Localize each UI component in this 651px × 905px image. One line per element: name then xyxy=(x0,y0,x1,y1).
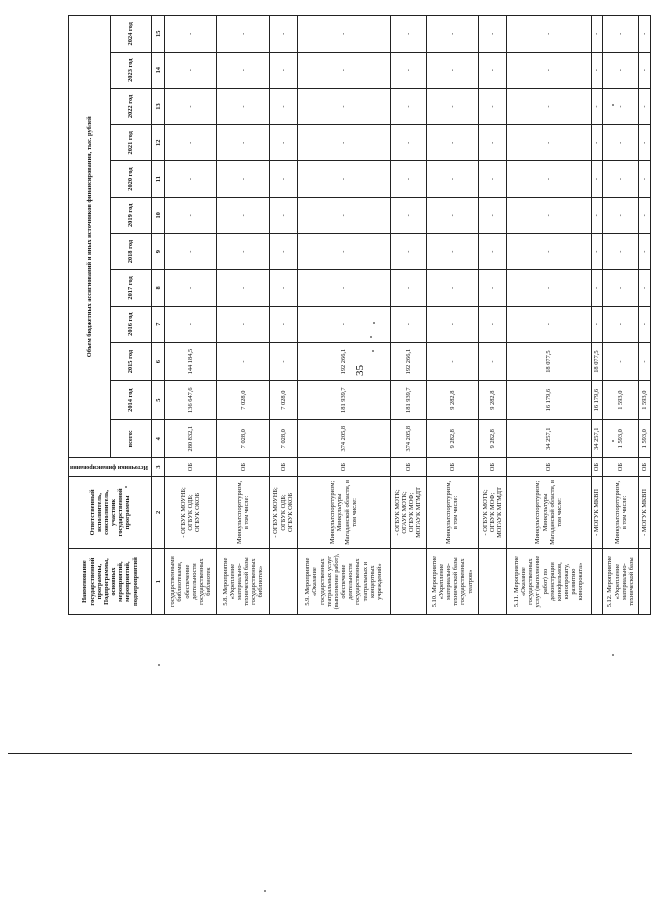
column-index-cell: 12 xyxy=(152,125,165,161)
year-value-cell: - xyxy=(297,125,390,161)
year-value-cell: - xyxy=(390,233,426,269)
year-value-cell: - xyxy=(478,16,506,53)
column-index-cell: 15 xyxy=(152,16,165,53)
scan-speck xyxy=(158,664,160,666)
year-value-cell: - xyxy=(603,16,639,53)
table-row xyxy=(591,16,603,615)
header-funding-source xyxy=(69,458,152,476)
year-value-cell: - xyxy=(506,270,591,306)
horizontal-rule xyxy=(8,753,632,754)
table-row xyxy=(217,16,269,615)
executor-line: ОГАУК МОТК; xyxy=(400,491,408,534)
year-value-cell: - xyxy=(639,306,651,342)
year-value-cell: - xyxy=(297,16,390,53)
program-name-cell xyxy=(591,549,603,615)
year-value-cell: - xyxy=(269,197,297,233)
year-value-cell: - xyxy=(506,125,591,161)
year-value-cell: - xyxy=(478,125,506,161)
column-index-cell: 14 xyxy=(152,52,165,88)
year-value-cell: - xyxy=(165,233,217,269)
header-year: 2016 год xyxy=(110,306,152,342)
funding-source-cell: ОБ xyxy=(426,458,478,476)
column-index-cell: 8 xyxy=(152,270,165,306)
table-row xyxy=(426,16,478,615)
year-value-cell: - xyxy=(591,233,603,269)
year-value-cell: - xyxy=(426,125,478,161)
year-value-cell: - xyxy=(639,52,651,88)
header-year: 2020 год xyxy=(110,161,152,197)
total-cell: 1 593,0 xyxy=(603,419,639,458)
program-name-cell: 5.12. Мероприятие «Укрепление материально-технической базы xyxy=(603,549,639,615)
executor-cell xyxy=(506,476,591,549)
program-name-cell: 5.9. Мероприятие «Оказание государственных театральных услуг (выполнение работ), обеспечение деятельности государственных театральных и концертных учреждений» xyxy=(297,549,390,615)
year-value-cell: 136 647,6 xyxy=(165,381,217,420)
year-value-cell: - xyxy=(591,270,603,306)
executor-line: - МОГУК МКВП xyxy=(640,488,648,536)
year-value-cell: - xyxy=(639,342,651,381)
funding-source-cell: ОБ xyxy=(478,458,506,476)
year-value-cell: - xyxy=(478,306,506,342)
year-value-cell: - xyxy=(165,197,217,233)
table-row xyxy=(165,16,217,615)
table-row xyxy=(639,16,651,615)
funding-source-cell: ОБ xyxy=(165,458,217,476)
year-value-cell: - xyxy=(297,197,390,233)
executor-line: ОГБУК МОФ; xyxy=(408,492,416,533)
year-value-cell: - xyxy=(217,125,269,161)
executor-cell xyxy=(603,476,639,549)
year-value-cell: - xyxy=(426,161,478,197)
header-year: 2014 год xyxy=(110,381,152,420)
executor-line: Минкультспорттуризм; Минкультуры Магаданской области, в том числе: xyxy=(329,479,358,545)
year-value-cell: - xyxy=(506,197,591,233)
year-value-cell: - xyxy=(269,16,297,53)
year-value-cell: - xyxy=(639,125,651,161)
header-year: 2023 год xyxy=(110,52,152,88)
funding-source-cell: ОБ xyxy=(506,458,591,476)
year-value-cell: - xyxy=(591,52,603,88)
year-value-cell: 16 179,6 xyxy=(506,381,591,420)
funding-source-cell: ОБ xyxy=(390,458,426,476)
executor-line: ОГБУК МОФ; xyxy=(488,492,496,533)
year-value-cell: - xyxy=(478,197,506,233)
program-name-cell xyxy=(269,549,297,615)
executor-cell xyxy=(217,476,269,549)
executor-line: - ОГБУК МОУНБ; xyxy=(180,487,188,538)
header-funding-source-text: Источники финансирования xyxy=(70,464,148,471)
table-row xyxy=(269,16,297,615)
scan-speck xyxy=(370,336,372,338)
year-value-cell: - xyxy=(506,306,591,342)
scan-speck xyxy=(612,104,614,106)
year-value-cell: - xyxy=(426,197,478,233)
header-year: 2015 год xyxy=(110,342,152,381)
funding-source-cell: ОБ xyxy=(591,458,603,476)
year-value-cell: - xyxy=(478,233,506,269)
total-cell: 1 593,0 xyxy=(639,419,651,458)
year-value-cell: - xyxy=(297,88,390,124)
total-cell: 7 028,0 xyxy=(269,419,297,458)
column-index-cell: 9 xyxy=(152,233,165,269)
year-value-cell: 9 282,8 xyxy=(426,381,478,420)
year-value-cell: - xyxy=(165,161,217,197)
year-value-cell: - xyxy=(165,16,217,53)
year-value-cell: - xyxy=(390,88,426,124)
column-index-cell: 13 xyxy=(152,88,165,124)
scan-speck xyxy=(612,440,614,442)
year-value-cell: - xyxy=(426,342,478,381)
year-value-cell: 1 593,0 xyxy=(603,381,639,420)
year-value-cell: - xyxy=(165,125,217,161)
year-value-cell: 18 077,5 xyxy=(591,342,603,381)
year-value-cell: - xyxy=(478,88,506,124)
program-name-cell: 5.10. Мероприятие «Укрепление материально-технической базы государственных театров» xyxy=(426,549,478,615)
year-value-cell: - xyxy=(591,161,603,197)
year-value-cell: - xyxy=(390,161,426,197)
header-row-1 xyxy=(69,16,111,615)
year-value-cell: - xyxy=(426,16,478,53)
total-cell: 280 832,1 xyxy=(165,419,217,458)
total-cell: 34 257,1 xyxy=(506,419,591,458)
total-cell: 374 205,8 xyxy=(390,419,426,458)
year-value-cell: - xyxy=(269,88,297,124)
year-value-cell: - xyxy=(269,52,297,88)
executor-line: МОГАУК МГМДТ xyxy=(415,486,423,538)
funding-table xyxy=(68,15,651,615)
executor-line: Минкультспорттуризм, в том числе: xyxy=(235,480,251,544)
column-index-cell: 10 xyxy=(152,197,165,233)
year-value-cell: - xyxy=(506,88,591,124)
year-value-cell: - xyxy=(217,16,269,53)
year-value-cell: - xyxy=(165,88,217,124)
year-value-cell: - xyxy=(297,270,390,306)
table-row xyxy=(297,16,390,615)
program-name-cell: 5.8. Мероприятие «Укрепление материально-технической базы государственных библиотек» xyxy=(217,549,269,615)
year-value-cell: - xyxy=(591,88,603,124)
header-year: 2024 год xyxy=(110,16,152,53)
funding-source-cell: ОБ xyxy=(603,458,639,476)
year-value-cell: - xyxy=(639,270,651,306)
year-value-cell: - xyxy=(217,342,269,381)
executor-cell xyxy=(591,476,603,549)
year-value-cell: 192 266,1 xyxy=(390,342,426,381)
executor-line: - ОГБУК МОТК; xyxy=(481,489,489,536)
year-value-cell: - xyxy=(603,161,639,197)
column-index-cell: 11 xyxy=(152,161,165,197)
funding-source-cell: ОБ xyxy=(297,458,390,476)
executor-line: Минкультспорттуризм, в том числе: xyxy=(445,480,460,544)
executor-line: ОГБУК ОДБ; xyxy=(187,494,195,531)
year-value-cell: - xyxy=(603,233,639,269)
year-value-cell: - xyxy=(603,125,639,161)
year-value-cell: - xyxy=(297,306,390,342)
year-value-cell: 18 077,5 xyxy=(506,342,591,381)
year-value-cell: - xyxy=(603,88,639,124)
year-value-cell: - xyxy=(217,306,269,342)
scan-speck xyxy=(125,486,127,488)
year-value-cell: - xyxy=(426,306,478,342)
year-value-cell: - xyxy=(506,52,591,88)
year-value-cell: - xyxy=(217,270,269,306)
table-row xyxy=(603,16,639,615)
header-year: 2018 год xyxy=(110,233,152,269)
year-value-cell: - xyxy=(426,88,478,124)
executor-cell xyxy=(165,476,217,549)
year-value-cell: - xyxy=(165,306,217,342)
executor-cell xyxy=(478,476,506,549)
year-value-cell: - xyxy=(603,52,639,88)
funding-source-cell: ОБ xyxy=(217,458,269,476)
column-index-cell: 4 xyxy=(152,419,165,458)
header-year: 2021 год xyxy=(110,125,152,161)
table-row xyxy=(506,16,591,615)
funding-source-cell: ОБ xyxy=(269,458,297,476)
executor-line: ОГБУК ОКОБ xyxy=(286,492,294,533)
year-value-cell: - xyxy=(506,233,591,269)
header-year: 2022 год xyxy=(110,88,152,124)
year-value-cell: - xyxy=(478,342,506,381)
scan-speck xyxy=(264,890,266,892)
total-cell: 7 028,0 xyxy=(217,419,269,458)
year-value-cell: - xyxy=(591,125,603,161)
year-value-cell: - xyxy=(217,197,269,233)
program-name-cell: 5.11. Мероприятие «Оказание государственных услуг (выполнение работ) по демонстрации кинофильмов, кинопрокату, развитию кинопроката» xyxy=(506,549,591,615)
year-value-cell: - xyxy=(297,161,390,197)
year-value-cell: - xyxy=(390,197,426,233)
year-value-cell: - xyxy=(591,197,603,233)
year-value-cell: - xyxy=(165,52,217,88)
year-value-cell: 181 939,7 xyxy=(390,381,426,420)
total-cell: 9 282,8 xyxy=(478,419,506,458)
column-index-cell: 5 xyxy=(152,381,165,420)
program-name-cell xyxy=(478,549,506,615)
year-value-cell: - xyxy=(639,88,651,124)
year-value-cell: - xyxy=(217,161,269,197)
table-row xyxy=(478,16,506,615)
executor-line: Минкультспорттуризм, в том числе: xyxy=(613,480,628,544)
year-value-cell: 9 282,8 xyxy=(478,381,506,420)
year-value-cell: - xyxy=(639,161,651,197)
year-value-cell: - xyxy=(426,52,478,88)
executor-line: ОГБУК ОКОБ xyxy=(194,492,202,533)
year-value-cell: - xyxy=(269,233,297,269)
year-value-cell: - xyxy=(269,270,297,306)
year-value-cell: - xyxy=(639,197,651,233)
year-value-cell: - xyxy=(478,270,506,306)
column-index-cell: 6 xyxy=(152,342,165,381)
executor-line: Минкультспорттуризм; Минкультуры Магаданской области, в том числе: xyxy=(534,479,563,545)
year-value-cell: - xyxy=(297,52,390,88)
table-row xyxy=(390,16,426,615)
year-value-cell: - xyxy=(478,161,506,197)
year-value-cell: - xyxy=(603,306,639,342)
total-cell: 9 282,8 xyxy=(426,419,478,458)
year-value-cell: - xyxy=(297,233,390,269)
scan-speck xyxy=(612,654,614,656)
executor-line: - ОГБУК МОУНБ; xyxy=(272,487,280,538)
year-value-cell: 7 028,0 xyxy=(217,381,269,420)
year-value-cell: - xyxy=(591,16,603,53)
executor-line: МОГАУК МГМДТ xyxy=(495,486,503,538)
column-index-cell: 1 xyxy=(152,549,165,615)
year-value-cell: - xyxy=(639,16,651,53)
year-value-cell: 181 939,7 xyxy=(297,381,390,420)
year-value-cell: - xyxy=(217,52,269,88)
year-value-cell: - xyxy=(390,16,426,53)
executor-cell xyxy=(426,476,478,549)
scan-speck xyxy=(373,322,375,324)
executor-cell xyxy=(269,476,297,549)
executor-cell xyxy=(390,476,426,549)
year-value-cell: - xyxy=(506,161,591,197)
year-value-cell: - xyxy=(217,233,269,269)
header-year: 2017 год xyxy=(110,270,152,306)
column-index-cell: 2 xyxy=(152,476,165,549)
table-body xyxy=(165,16,651,615)
program-name-cell xyxy=(639,549,651,615)
executor-line: ОГБУК ОДБ; xyxy=(279,494,287,531)
year-value-cell: - xyxy=(165,270,217,306)
year-value-cell: - xyxy=(639,233,651,269)
program-name-cell xyxy=(390,549,426,615)
header-total: всего: xyxy=(110,419,152,458)
year-value-cell: - xyxy=(603,342,639,381)
year-value-cell: - xyxy=(269,342,297,381)
scan-speck xyxy=(372,350,374,352)
executor-cell xyxy=(297,476,390,549)
year-value-cell: - xyxy=(603,197,639,233)
executor-line: - МОГУК МКВП xyxy=(593,488,601,536)
year-value-cell: 144 184,5 xyxy=(165,342,217,381)
year-value-cell: 192 266,1 xyxy=(297,342,390,381)
program-name-cell: государственными библиотеками, обеспечение деятельности государственных библиотек xyxy=(165,549,217,615)
year-value-cell: - xyxy=(591,306,603,342)
year-value-cell: - xyxy=(390,125,426,161)
year-value-cell: 16 179,6 xyxy=(591,381,603,420)
year-value-cell: - xyxy=(426,270,478,306)
page-number: 35 xyxy=(354,365,366,376)
year-value-cell: 1 593,0 xyxy=(639,381,651,420)
total-cell: 374 205,8 xyxy=(297,419,390,458)
executor-cell xyxy=(639,476,651,549)
year-value-cell: - xyxy=(269,306,297,342)
column-index-cell: 3 xyxy=(152,458,165,476)
year-value-cell: - xyxy=(506,16,591,53)
header-program-name: Наименование государственной программы, Подпрограммы, основных мероприятий, мероприятий, подмероприятий xyxy=(69,549,152,615)
column-index-row xyxy=(152,16,165,615)
rotated-table-container xyxy=(68,15,648,615)
year-value-cell: - xyxy=(603,270,639,306)
column-index-cell: 7 xyxy=(152,306,165,342)
year-value-cell: - xyxy=(269,125,297,161)
header-executor: Ответственный исполнитель, соисполнитель, участник государственной программы xyxy=(69,476,152,549)
funding-source-cell: ОБ xyxy=(639,458,651,476)
year-value-cell: - xyxy=(426,233,478,269)
year-value-cell: - xyxy=(390,306,426,342)
header-funding-group: Объем бюджетных ассигнований и иных источников финансирования, тыс. рублей xyxy=(69,16,111,459)
year-value-cell: - xyxy=(390,270,426,306)
year-value-cell: 7 028,0 xyxy=(269,381,297,420)
header-year: 2019 год xyxy=(110,197,152,233)
year-value-cell: - xyxy=(478,52,506,88)
year-value-cell: - xyxy=(217,88,269,124)
year-value-cell: - xyxy=(269,161,297,197)
year-value-cell: - xyxy=(390,52,426,88)
executor-line: - ОГБУК МОТК; xyxy=(393,489,401,536)
total-cell: 34 257,1 xyxy=(591,419,603,458)
